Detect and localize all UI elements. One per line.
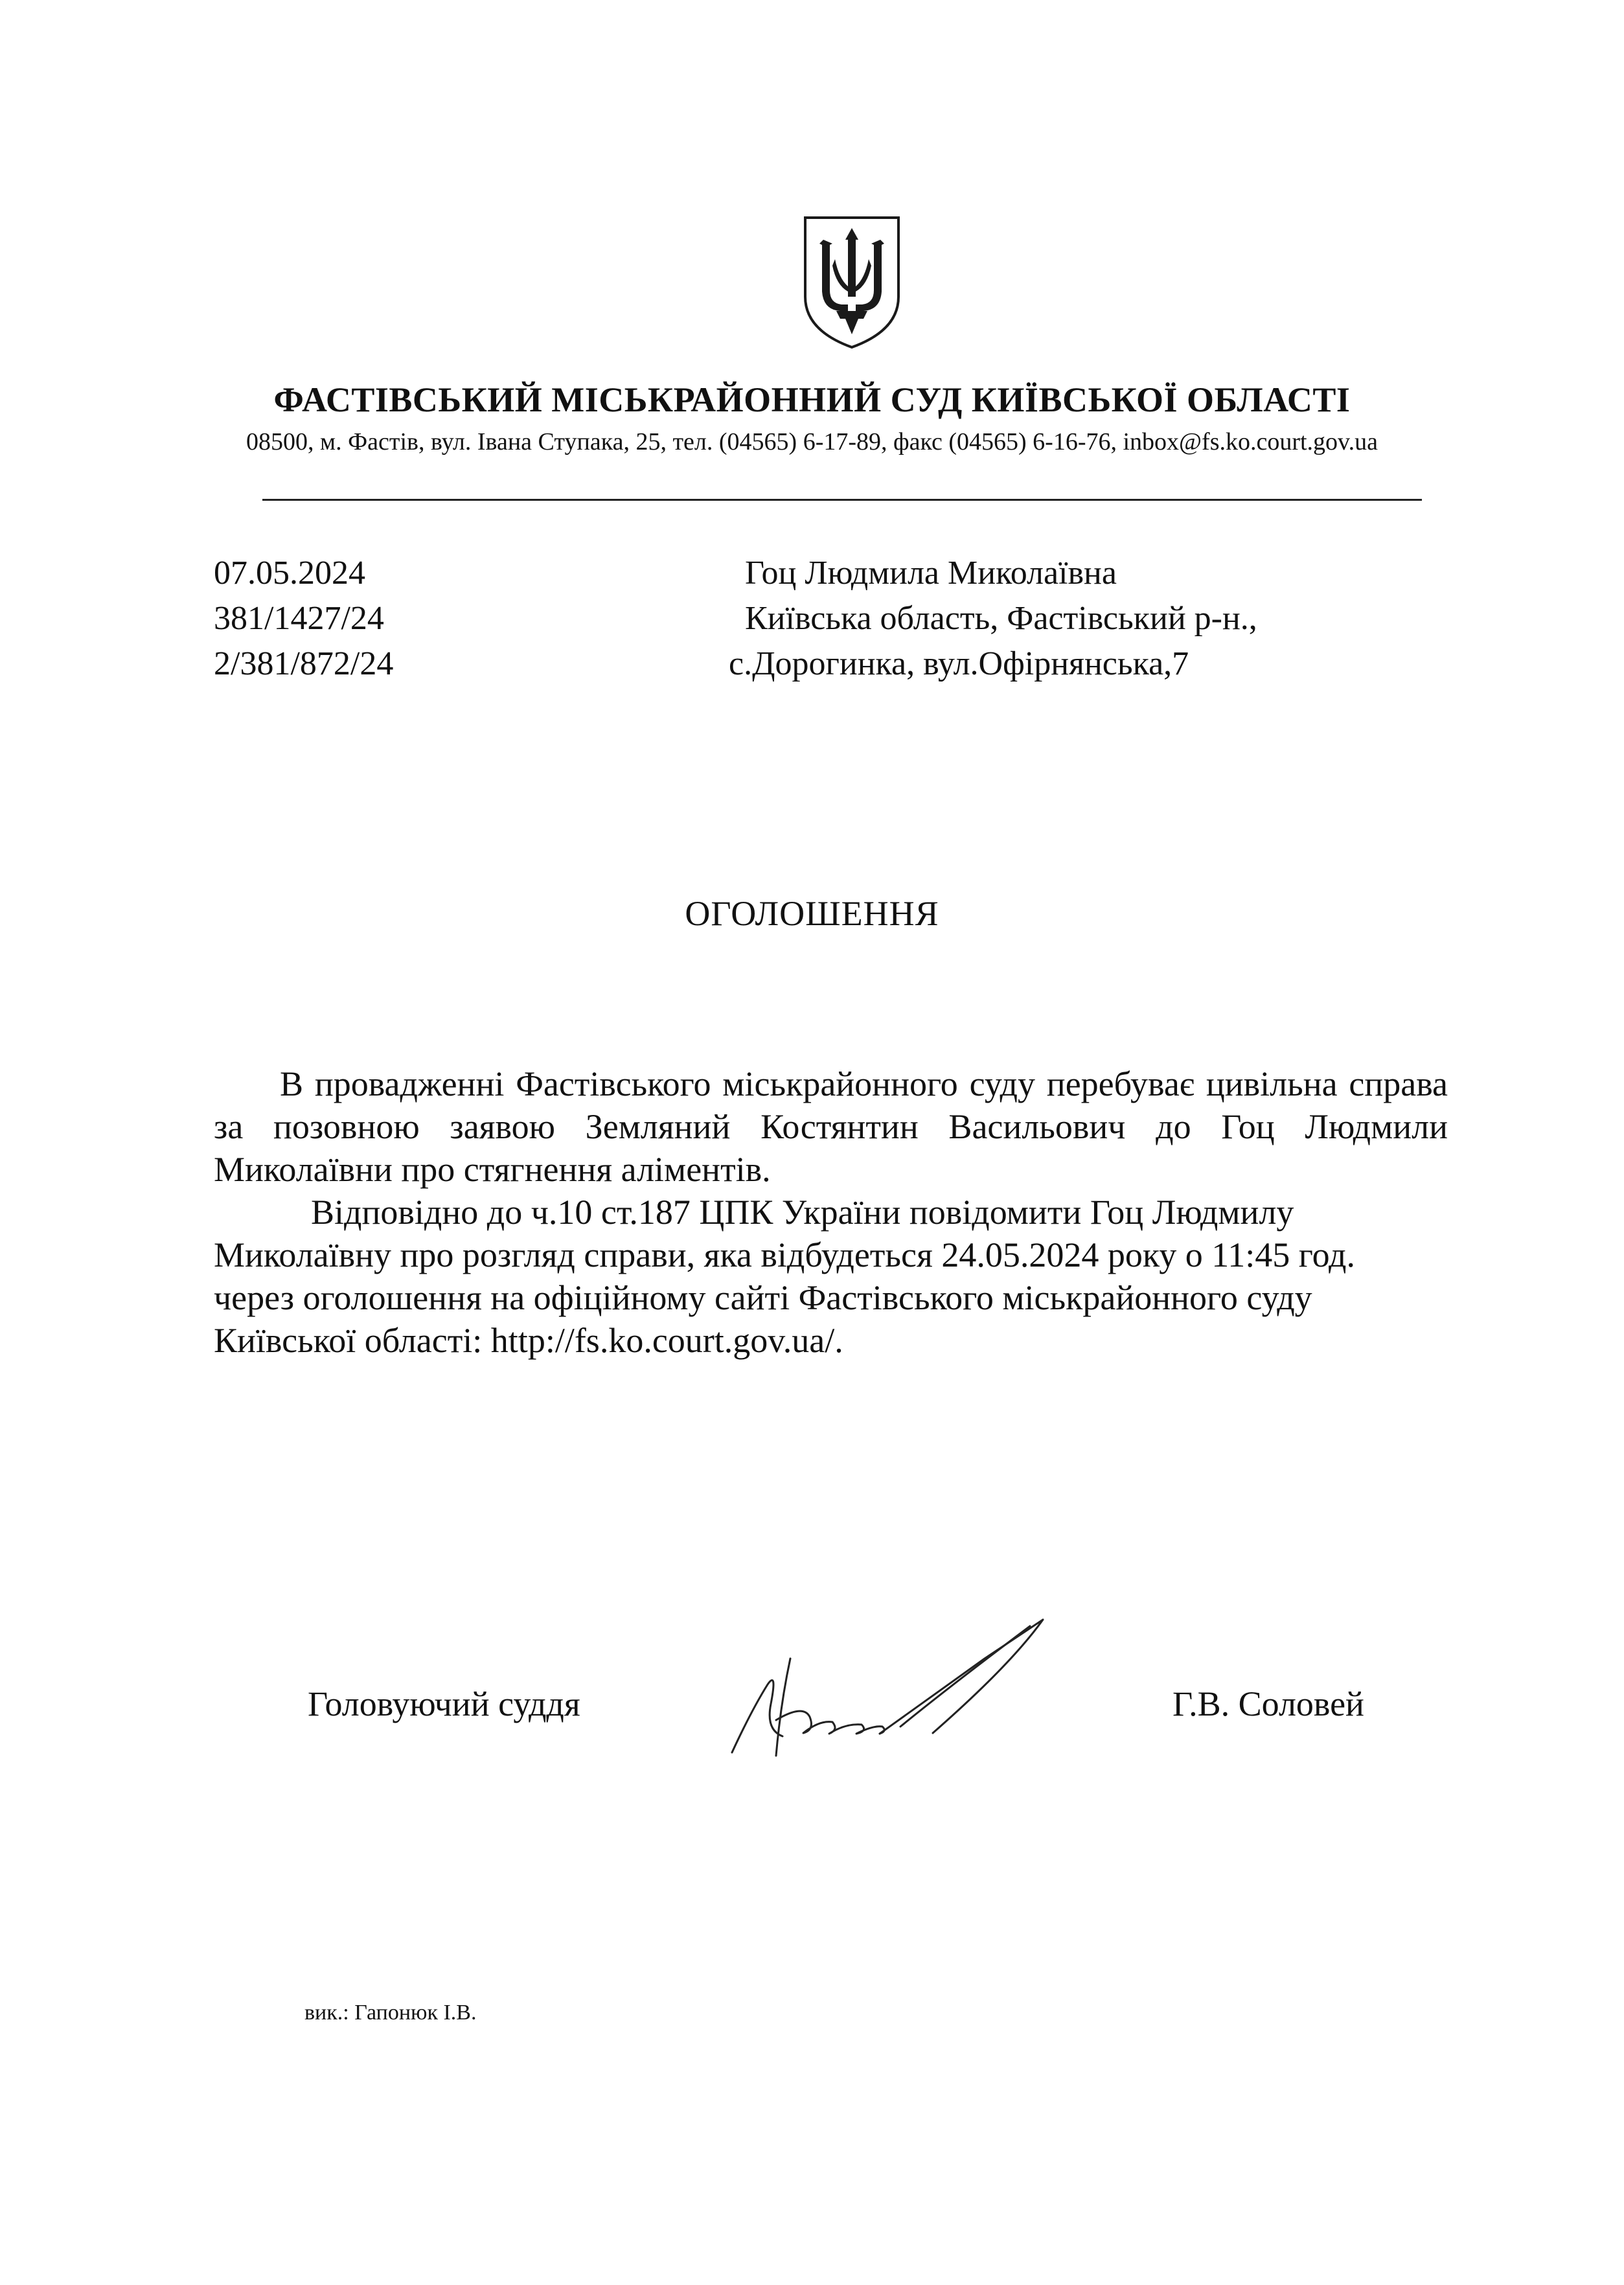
paragraph-2-line-4: Київської області: http://fs.ko.court.gov.ua/. [214,1321,843,1360]
paragraph-2-line-2: Миколаївну про розгляд справи, яка відбудеться 24.05.2024 року о 11:45 год. [214,1235,1356,1274]
body-paragraph-2 [214,1191,1448,1362]
judge-position: Головуючий суддя [308,1684,580,1723]
court-name-heading: ФАСТІВСЬКИЙ МІСЬКРАЙОННИЙ СУД КИЇВСЬКОЇ ОБЛАСТІ [273,380,1351,419]
header-divider [262,499,1422,501]
letter-date: 07.05.2024 [214,555,365,591]
trident-emblem-icon [800,214,904,350]
document-title: ОГОЛОШЕННЯ [685,894,939,933]
recipient-address-line2: с.Дорогинка, вул.Офірнянська,7 [729,645,1189,682]
judge-name: Г.В. Соловей [1172,1684,1364,1723]
paragraph-2-line-1: Відповідно до ч.10 ст.187 ЦПК України повідомити Гоц Людмилу [311,1193,1294,1232]
outgoing-number: 381/1427/24 [214,600,384,637]
recipient-address-line1: Київська область, Фастівський р-н., [745,600,1257,637]
recipient-name: Гоц Людмила Миколаївна [745,555,1117,591]
paragraph-2-line-3: через оголошення на офіційному сайті Фастівського міськрайонного суду [214,1278,1312,1317]
court-contacts: 08500, м. Фастів, вул. Івана Ступака, 25, тел. (04565) 6-17-89, факс (04565) 6-16-76, inbox@fs.ko.court.gov.ua [246,428,1378,455]
body-paragraph-1: В провадженні Фастівського міськрайонного суду перебуває цивільна справа за позовною заявою Земляний Костянтин Васильович до Гоц Людмили Миколаївни про стягнення аліментів. [214,1064,1448,1189]
case-number: 2/381/872/24 [214,645,394,682]
handwritten-signature [706,1607,1069,1775]
executor-note: вик.: Гапонюк І.В. [304,2001,477,2025]
